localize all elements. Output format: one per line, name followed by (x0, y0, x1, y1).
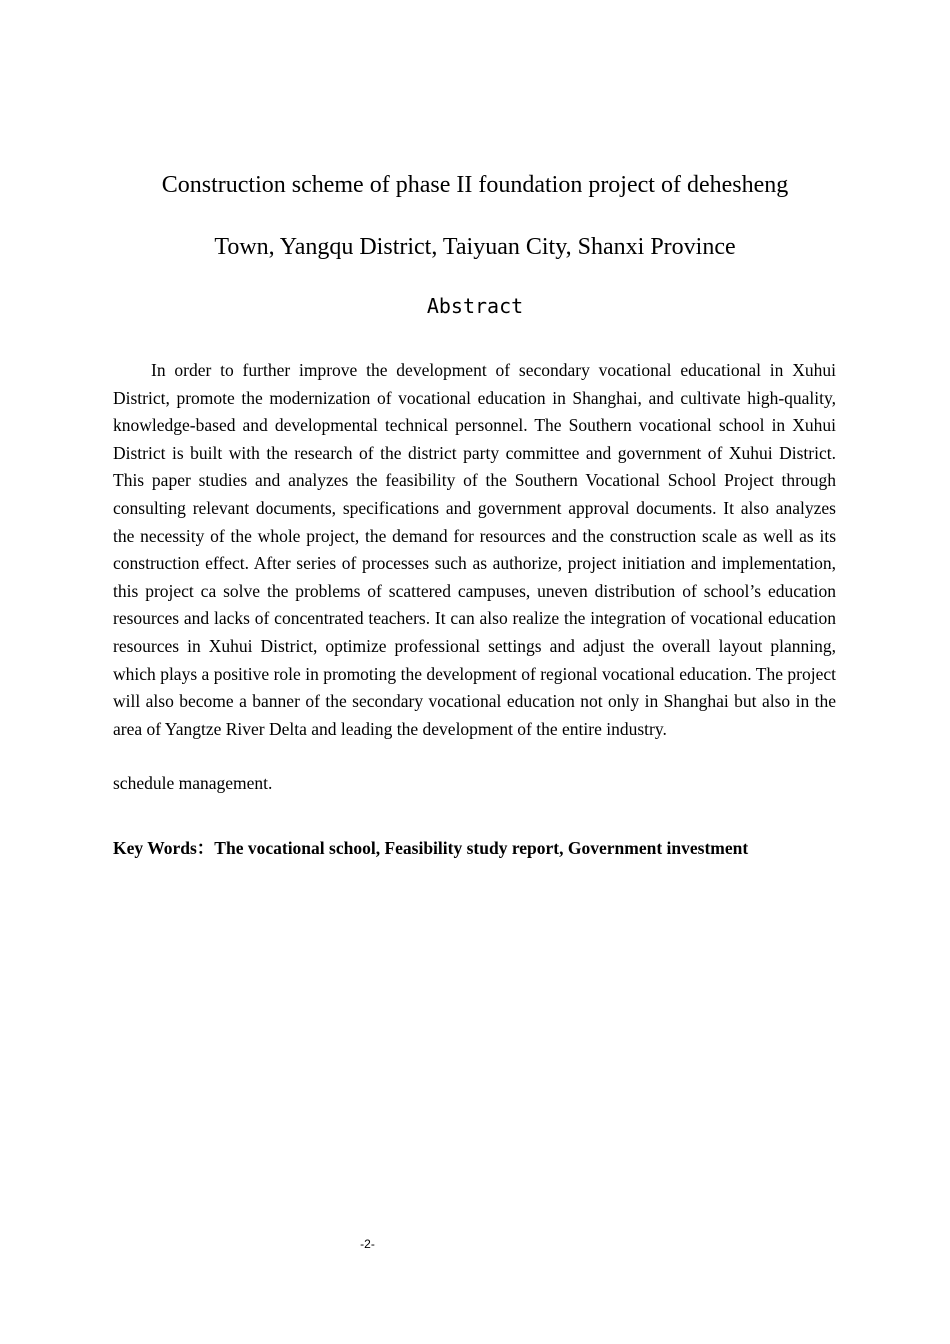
title-line-1: Construction scheme of phase II foundation project of dehesheng (161, 172, 789, 198)
keywords-line (113, 834, 853, 862)
abstract-paragraph: In order to further improve the development of secondary vocational educational in Xuhui District, promote the modernization of vocational education in Shanghai, and cultivate high-quality, knowledge-based and developmental technical personnel. The Southern vocational school in Xuhui District is built with the research of the district party committee and government of Xuhui District. This paper studies and analyzes the feasibility of the Southern Vocational School Project through consulting relevant documents, specifications and government approval documents. It also analyzes the necessity of the whole project, the demand for resources and the construction scale as well as its construction effect. After series of processes such as authorize, project initiation and implementation, this project ca solve the problems of scattered campuses, uneven distribution of school’s education resources and lacks of concentrated teachers. It can also realize the integration of vocational education resources in Xuhui District, optimize professional settings and adjust the overall layout planning, which plays a positive role in promoting the development of regional vocational education. The project will also become a banner of the secondary vocational education not only in Shanghai but also in the area of Yangtze River Delta and leading the development of the entire industry. (113, 360, 836, 739)
abstract-heading: Abstract (426, 294, 524, 318)
abstract-trailing-line: schedule management. (113, 773, 273, 793)
title-line-2: Town, Yangqu District, Taiyuan City, Shanxi Province (214, 234, 736, 260)
keywords-label: Key Words： (113, 838, 215, 858)
page-number: -2- (360, 1237, 375, 1251)
keywords-text: The vocational school, Feasibility study report, Government investment (214, 838, 749, 858)
